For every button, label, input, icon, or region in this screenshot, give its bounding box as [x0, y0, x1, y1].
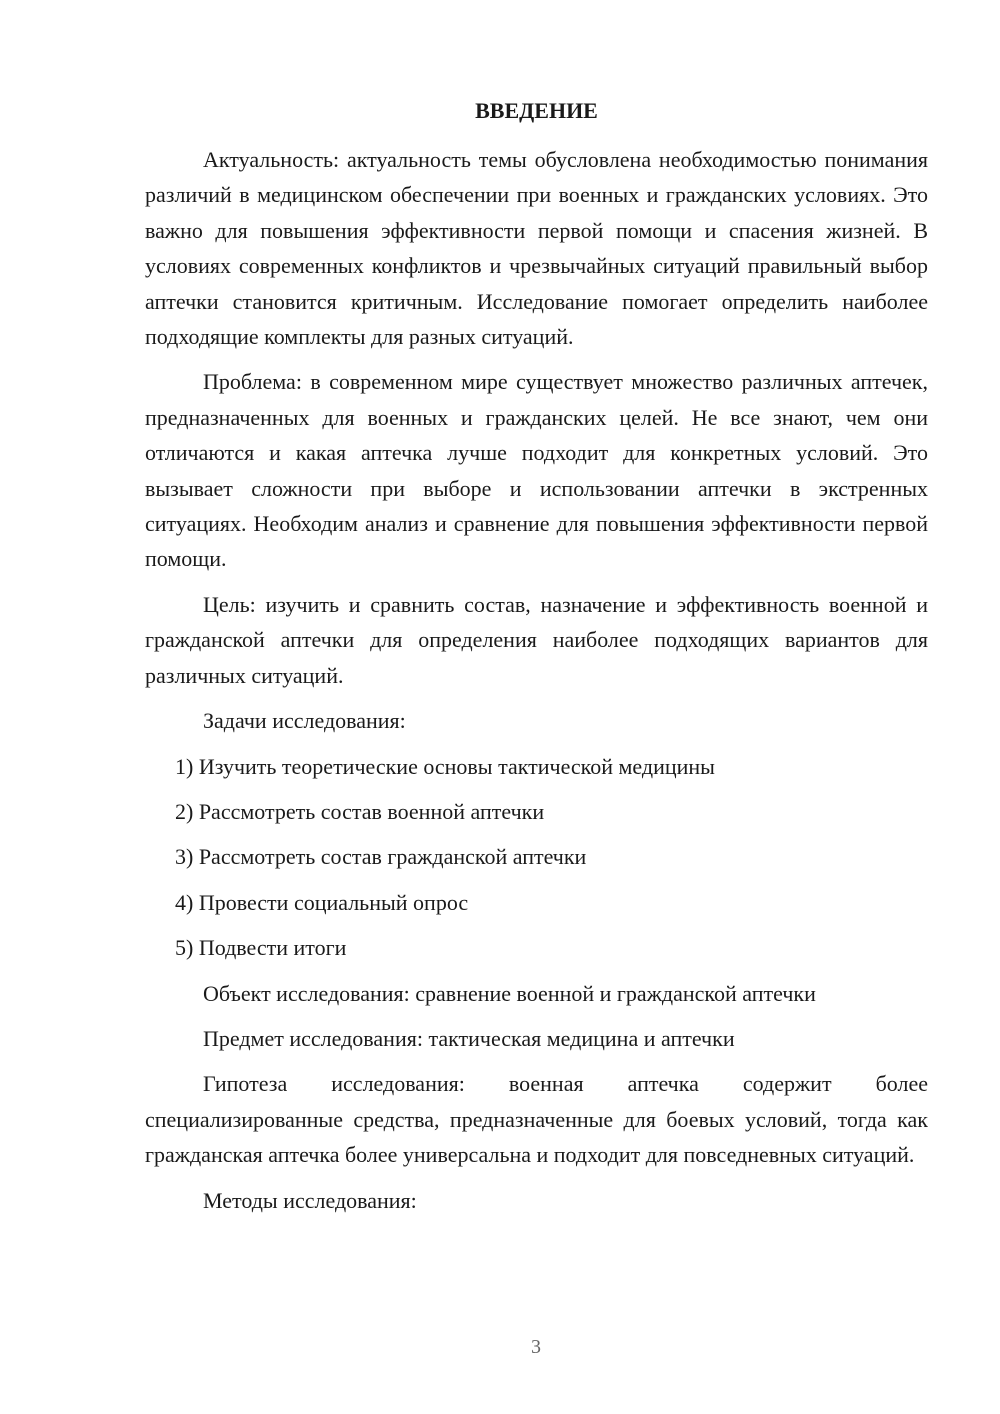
subject-line: Предмет исследования: тактическая медицина и аптечки — [203, 1025, 735, 1051]
methods-heading: Методы исследования: — [203, 1187, 417, 1213]
page-number: 3 — [531, 1336, 541, 1358]
task-item-5: 5) Подвести итоги — [175, 935, 347, 961]
object-line: Объект исследования: сравнение военной и гражданской аптечки — [203, 980, 816, 1006]
problem-paragraph: Проблема: в современном мире существует множество различных аптечек, предназначенных для военных и гражданских целей. Не все знают, чем они отличаются и какая аптечка лучше подходит для конкретных условий. Это вызывает сложности при выборе и использовании аптечки в экстренных ситуациях. Необходим анализ и сравнение для повышения эффективности первой помощи. — [145, 369, 928, 572]
task-item-4: 4) Провести социальный опрос — [175, 889, 469, 915]
task-item-3: 3) Рассмотреть состав гражданской аптечки — [175, 844, 587, 870]
hypothesis-paragraph: Гипотеза исследования: военная аптечка содержит более специализированные средства, предназначенные для боевых условий, тогда как гражданская аптечка более универсальна и подходит для повседневных ситуаций. — [145, 1071, 928, 1168]
relevance-paragraph: Актуальность: актуальность темы обусловлена необходимостью понимания различий в медицинском обеспечении при военных и гражданских условиях. Это важно для повышения эффективности первой помощи и спасения жизней. В условиях современных конфликтов и чрезвычайных ситуаций правильный выбор аптечки становится критичным. Исследование помогает определить наиболее подходящие комплекты для разных ситуаций. — [145, 147, 928, 350]
task-item-1: 1) Изучить теоретические основы тактической медицины — [175, 753, 715, 779]
tasks-heading: Задачи исследования: — [203, 708, 406, 734]
page-title: ВВЕДЕНИЕ — [475, 98, 598, 123]
goal-paragraph: Цель: изучить и сравнить состав, назначение и эффективность военной и гражданской аптечки для определения наиболее подходящих вариантов для различных ситуаций. — [145, 591, 928, 688]
document-body — [145, 142, 928, 1228]
task-item-2: 2) Рассмотреть состав военной аптечки — [175, 798, 545, 824]
